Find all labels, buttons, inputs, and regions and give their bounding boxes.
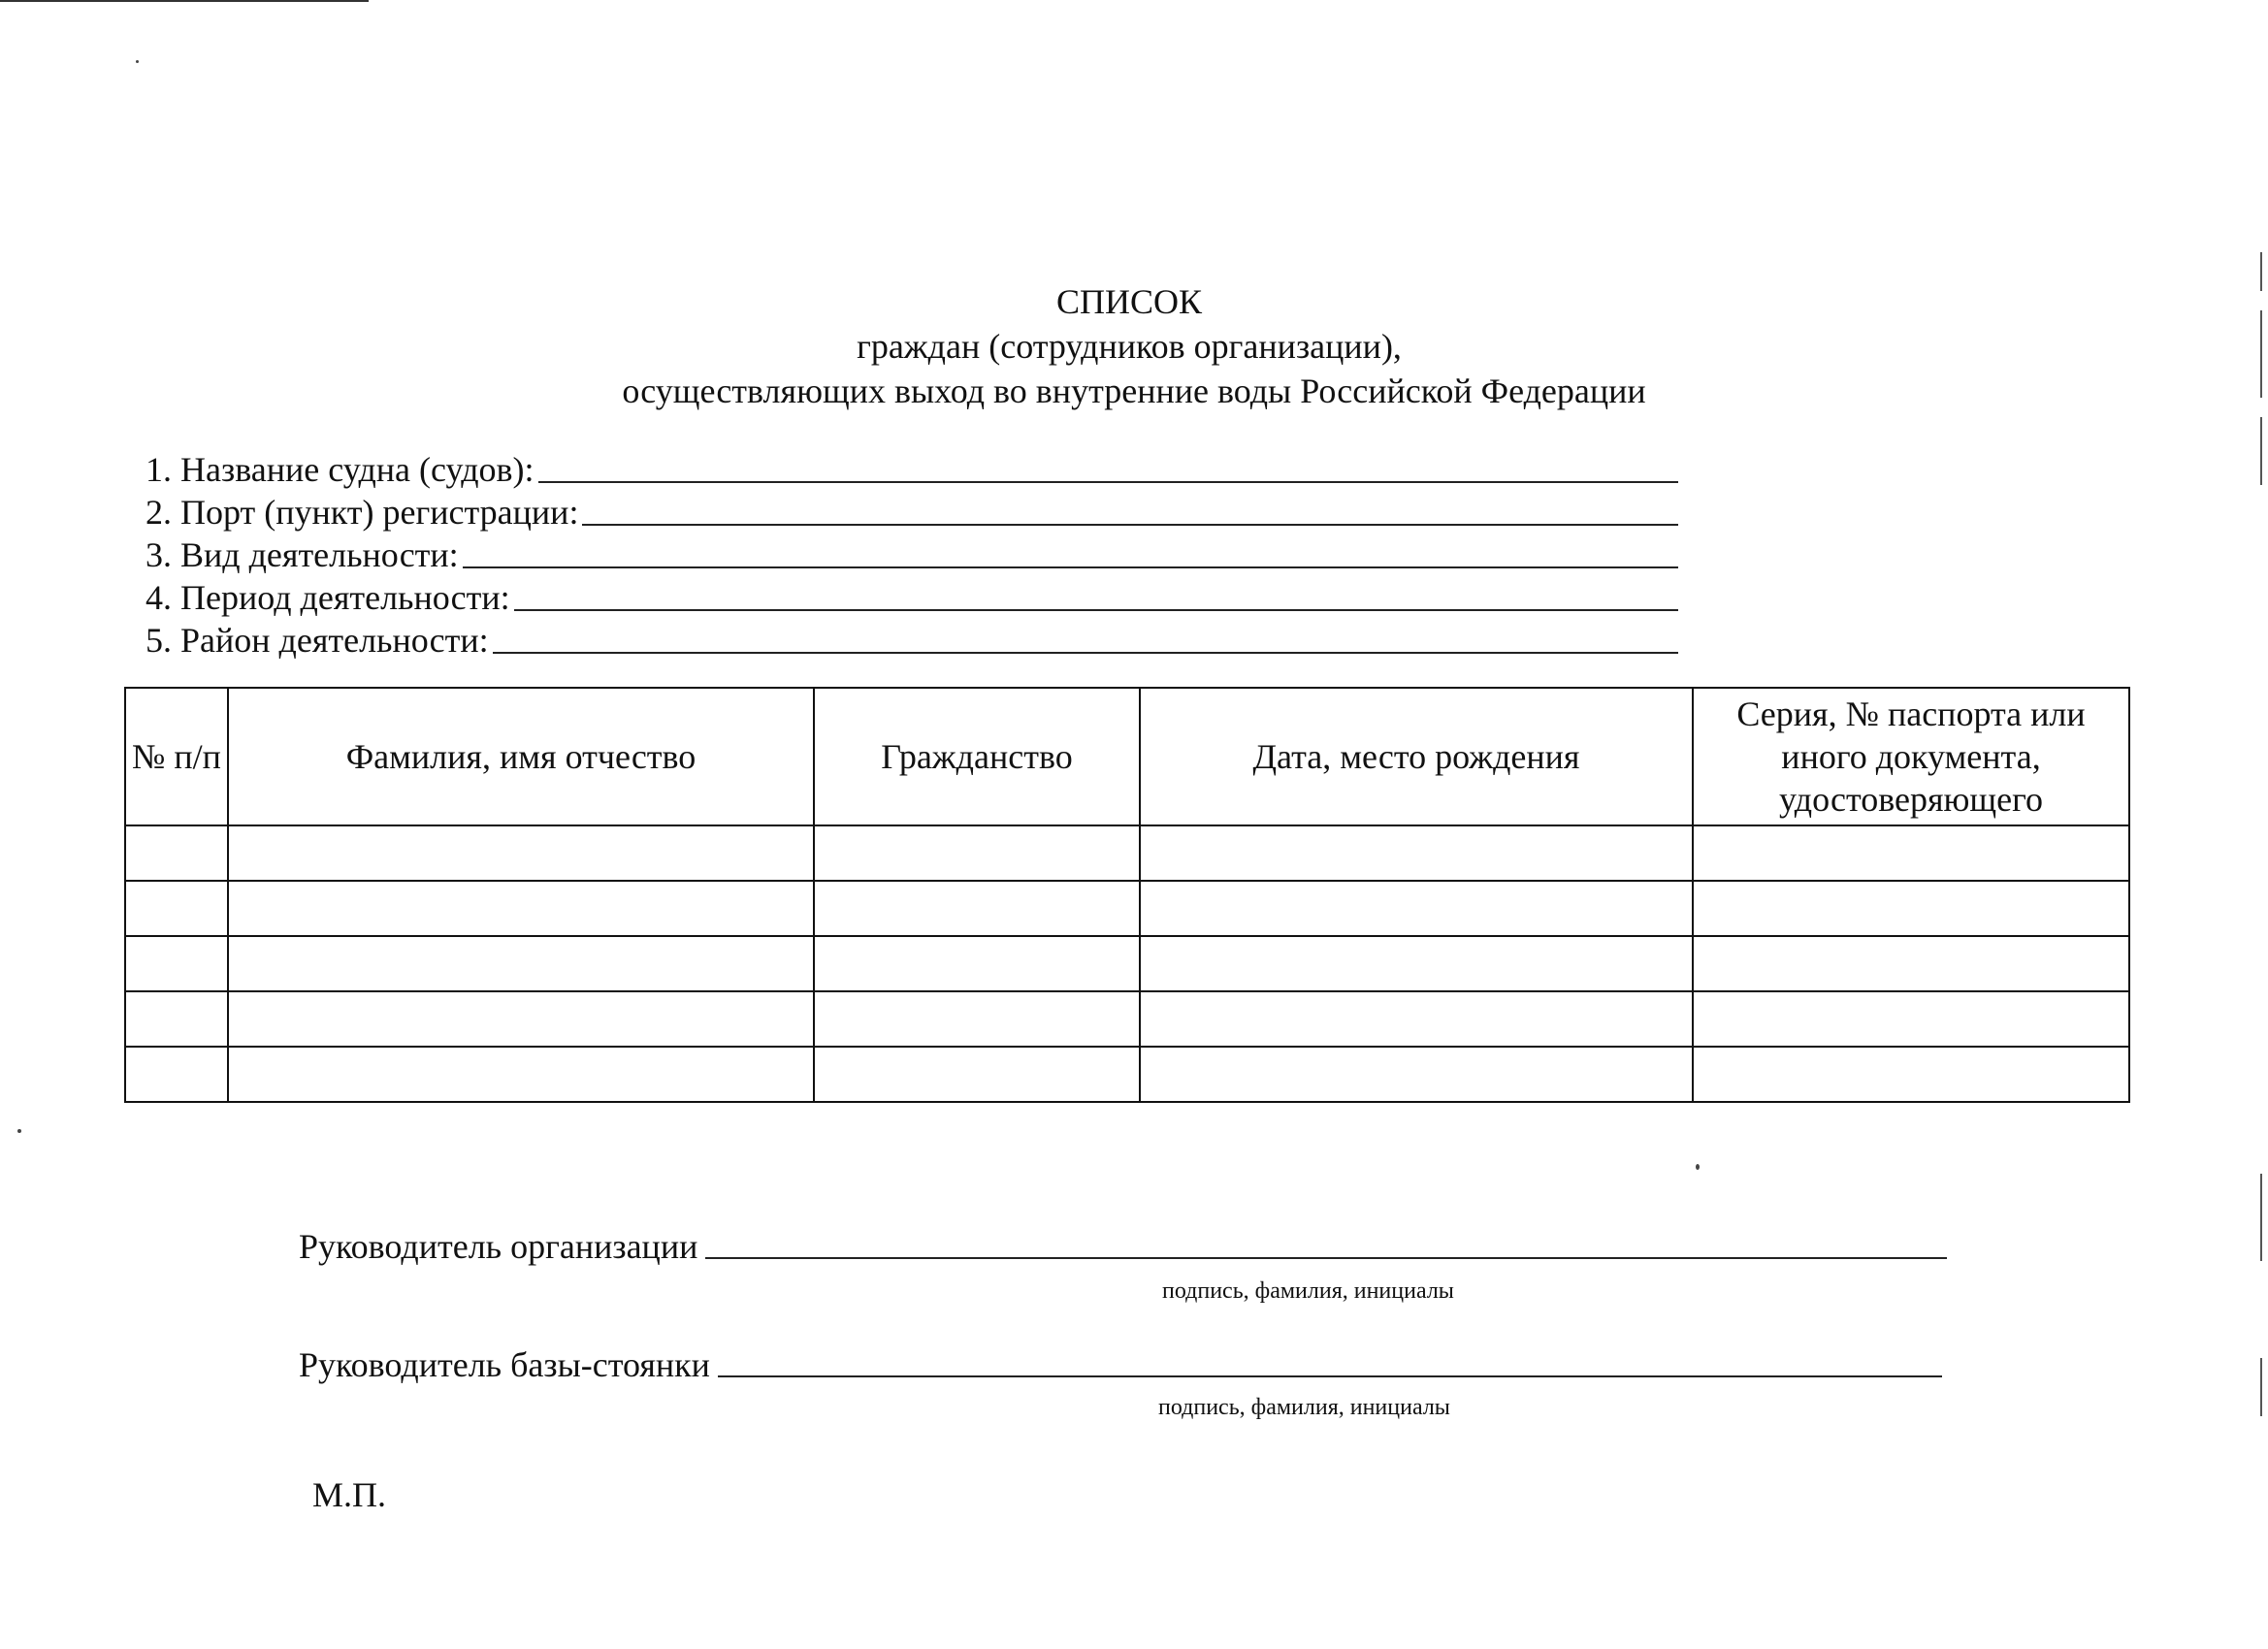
org-head-signature-label: Руководитель организации bbox=[299, 1227, 698, 1266]
scan-right-edge-mark bbox=[2260, 1174, 2262, 1261]
table-cell[interactable] bbox=[1693, 991, 2129, 1047]
scan-right-edge-mark bbox=[2260, 417, 2262, 485]
document-subtitle-line-2: осуществляющих выход во внутренние воды Российской Федерации bbox=[622, 372, 1646, 410]
base-head-signature-line[interactable] bbox=[718, 1374, 1942, 1377]
table-row bbox=[125, 1047, 2129, 1102]
table-cell[interactable] bbox=[125, 936, 228, 991]
table-cell[interactable] bbox=[228, 825, 814, 881]
table-cell[interactable] bbox=[1140, 1047, 1693, 1102]
table-cell[interactable] bbox=[125, 991, 228, 1047]
activity-area-input-line[interactable] bbox=[493, 651, 1678, 654]
scan-speck bbox=[1696, 1164, 1700, 1170]
table-cell[interactable] bbox=[1693, 1047, 2129, 1102]
document-subtitle-line-1: граждан (сотрудников организации), bbox=[857, 327, 1402, 366]
registration-port-input-line[interactable] bbox=[582, 523, 1678, 526]
table-row bbox=[125, 825, 2129, 881]
table-cell[interactable] bbox=[228, 991, 814, 1047]
document-title: СПИСОК bbox=[1055, 282, 1203, 321]
activity-period-field[interactable] bbox=[146, 574, 1678, 617]
seal-placeholder: М.П. bbox=[312, 1475, 387, 1514]
column-header-number: № п/п bbox=[125, 688, 228, 825]
table-cell[interactable] bbox=[814, 1047, 1140, 1102]
base-head-signature-hint: подпись, фамилия, инициалы bbox=[1158, 1395, 1450, 1420]
activity-type-input-line[interactable] bbox=[463, 566, 1678, 568]
org-head-signature-hint: подпись, фамилия, инициалы bbox=[1162, 1278, 1454, 1304]
table-row bbox=[125, 991, 2129, 1047]
table-cell[interactable] bbox=[1140, 991, 1693, 1047]
vessel-name-field[interactable] bbox=[146, 446, 1678, 489]
table-header-row bbox=[125, 688, 2129, 825]
org-head-signature-line[interactable] bbox=[705, 1256, 1947, 1259]
table-cell[interactable] bbox=[125, 1047, 228, 1102]
table-cell[interactable] bbox=[814, 936, 1140, 991]
citizens-table bbox=[124, 687, 2130, 1103]
table-cell[interactable] bbox=[814, 881, 1140, 936]
org-head-signature-field[interactable] bbox=[299, 1226, 1947, 1267]
activity-period-input-line[interactable] bbox=[514, 608, 1678, 611]
activity-period-label: 4. Период деятельности: bbox=[146, 578, 510, 617]
registration-port-label: 2. Порт (пункт) регистрации: bbox=[146, 493, 579, 532]
vessel-name-label: 1. Название судна (судов): bbox=[146, 450, 535, 489]
scan-speck bbox=[136, 60, 139, 63]
document-heading bbox=[0, 279, 2268, 413]
activity-type-label: 3. Вид деятельности: bbox=[146, 535, 459, 574]
table-cell[interactable] bbox=[125, 825, 228, 881]
table-cell[interactable] bbox=[228, 881, 814, 936]
activity-area-label: 5. Район деятельности: bbox=[146, 621, 489, 660]
table-row bbox=[125, 936, 2129, 991]
scan-speck bbox=[17, 1129, 21, 1133]
table-cell[interactable] bbox=[1693, 936, 2129, 991]
vessel-info-fields bbox=[146, 446, 1678, 660]
base-head-signature-field[interactable] bbox=[299, 1344, 1942, 1385]
table-cell[interactable] bbox=[1140, 881, 1693, 936]
column-header-citizenship: Гражданство bbox=[814, 688, 1140, 825]
scan-right-edge-mark bbox=[2260, 1358, 2262, 1416]
table-cell[interactable] bbox=[1693, 825, 2129, 881]
table-cell[interactable] bbox=[1140, 825, 1693, 881]
table-cell[interactable] bbox=[1693, 881, 2129, 936]
vessel-name-input-line[interactable] bbox=[538, 480, 1678, 483]
activity-area-field[interactable] bbox=[146, 617, 1678, 660]
table-cell[interactable] bbox=[814, 825, 1140, 881]
base-head-signature-label: Руководитель базы-стоянки bbox=[299, 1345, 710, 1384]
scan-edge-line bbox=[0, 0, 369, 2]
table-cell[interactable] bbox=[814, 991, 1140, 1047]
column-header-birth-date-place: Дата, место рождения bbox=[1140, 688, 1693, 825]
table-cell[interactable] bbox=[125, 881, 228, 936]
citizens-table-wrapper bbox=[124, 687, 2128, 1103]
table-row bbox=[125, 881, 2129, 936]
column-header-identity-document: Серия, № паспорта или иного документа, удостоверяющего bbox=[1693, 688, 2129, 825]
table-cell[interactable] bbox=[228, 1047, 814, 1102]
registration-port-field[interactable] bbox=[146, 489, 1678, 532]
activity-type-field[interactable] bbox=[146, 532, 1678, 574]
table-cell[interactable] bbox=[228, 936, 814, 991]
column-header-full-name: Фамилия, имя отчество bbox=[228, 688, 814, 825]
table-cell[interactable] bbox=[1140, 936, 1693, 991]
